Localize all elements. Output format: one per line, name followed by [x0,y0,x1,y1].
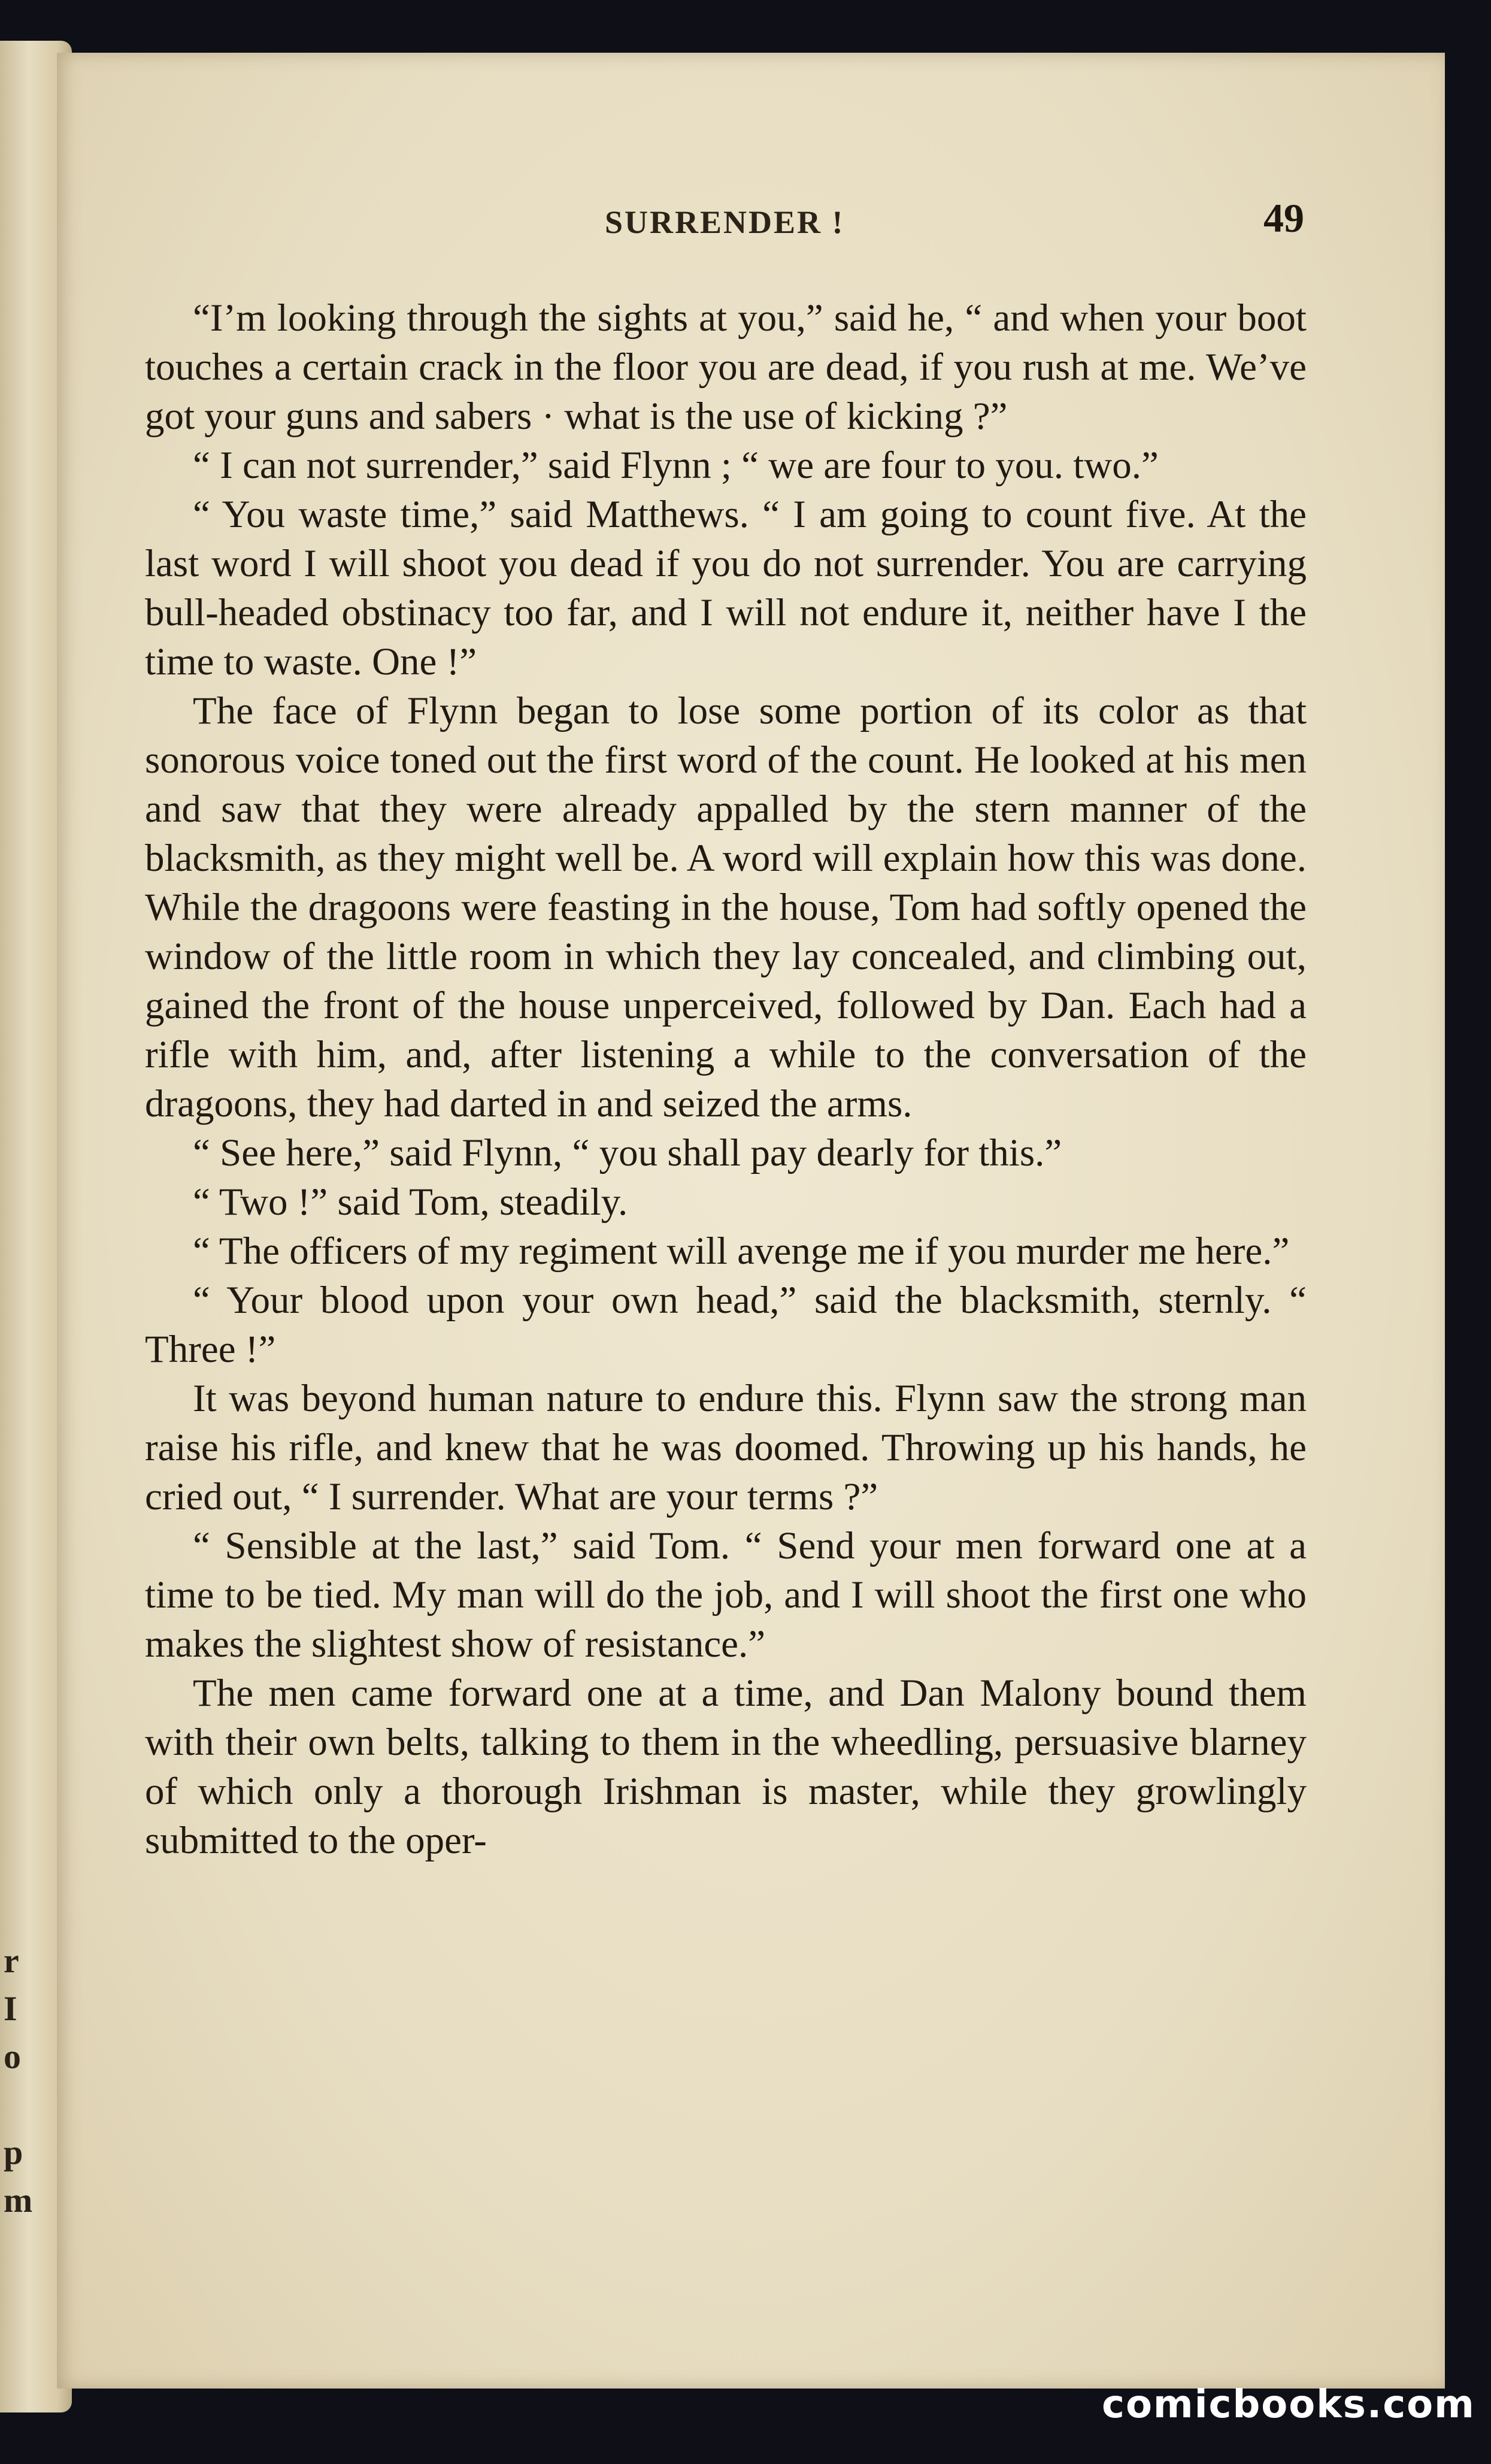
paragraph: The face of Flynn began to lose some portion of its color as that sonorous voice toned out the first word of the count. He looked at his men and saw that they were already appalled by the stern manner of the blacksmith, as they might well be. A word will explain how this was done. While the dragoons were feasting in the house, Tom had softly opened the window of the little room in which they lay concealed, and climbing out, gained the front of the house unperceived, followed by Dan. Each had a rifle with him, and, after listening a while to the conversation of the dragoons, they had darted in and seized the arms. [145,689,1307,1125]
paragraph: “ Your blood upon your own head,” said the blacksmith, sternly. “ Three !” [145,1279,1307,1371]
paragraph: The men came forward one at a time, and Dan Malony bound them with their own belts, talking to them in the wheedling, persuasive blarney of which only a thorough Irishman is master, while they growlingly submitted to the oper- [145,1672,1307,1862]
site-watermark: comicbooks.com [1102,2383,1475,2427]
paragraph: “ Two !” said Tom, steadily. [193,1180,628,1224]
body-text [145,293,1307,1865]
previous-page-fragments [4,0,46,2464]
fragment-letter: p [4,2133,23,2172]
running-head: SURRENDER ! [605,204,845,240]
fragment-letter: I [4,1989,17,2028]
page-number: 49 [1263,195,1304,241]
fragment-letter: o [4,2037,21,2076]
fragment-letter: r [4,1941,19,1980]
paragraph: It was beyond human nature to endure this. Flynn saw the strong man raise his rifle, and knew that he was doomed. Throwing up his hands, he cried out, “ I surrender. What are your terms ?” [145,1377,1307,1518]
paragraph: “ The officers of my regiment will avenge me if you murder me here.” [193,1230,1290,1273]
paragraph: “I’m looking through the sights at you,” said he, “ and when your boot touches a certain crack in the floor you are dead, if you rush at me. We’ve got your guns and sabers · what is the use of kicking ?” [145,296,1307,438]
paragraph: “ You waste time,” said Matthews. “ I am going to count five. At the last word I will shoot you dead if you do not surrender. You are carrying bull-headed obstinacy too far, and I will not endure it, neither have I the time to waste. One !” [145,493,1307,683]
paragraph: “ Sensible at the last,” said Tom. “ Send your men forward one at a time to be tied. My man will do the job, and I will shoot the first one who makes the slightest show of resistance.” [145,1524,1307,1666]
paragraph: “ I can not surrender,” said Flynn ; “ we are four to you. two.” [193,444,1159,487]
fragment-letter: m [4,2181,33,2220]
paragraph: “ See here,” said Flynn, “ you shall pay dearly for this.” [193,1131,1062,1175]
